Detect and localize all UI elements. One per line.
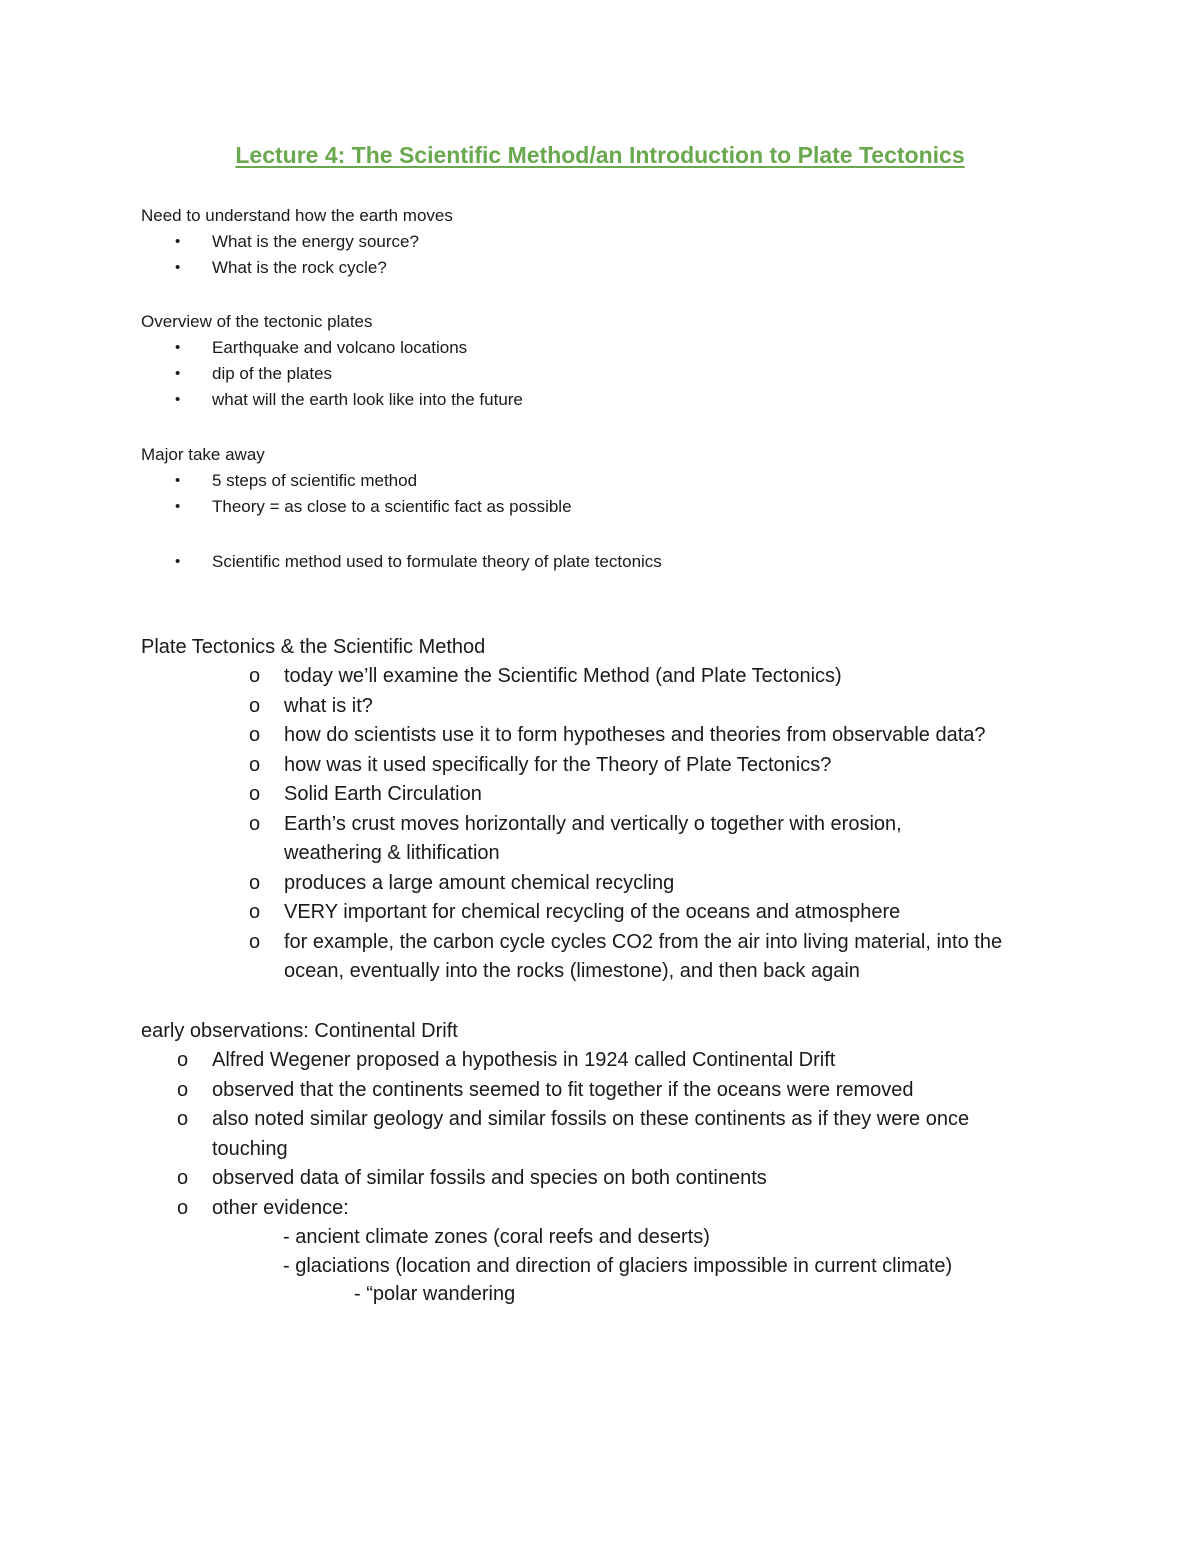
list-item: o observed that the continents seemed to fit together if the oceans were removed: [141, 1076, 1042, 1106]
list-item: • Theory = as close to a scientific fact as possible: [141, 494, 662, 520]
bullet-icon: •: [175, 339, 181, 356]
list-item: o also noted similar geology and similar fossils on these continents as if they were once touching: [141, 1105, 1032, 1164]
sub-item: - “polar wandering: [354, 1283, 516, 1305]
bullet-list: [141, 468, 662, 575]
circle-bullet-icon: o: [249, 694, 261, 717]
circle-bullet-icon: o: [249, 930, 261, 953]
list-item: • What is the rock cycle?: [141, 255, 453, 281]
bullet-icon: •: [175, 233, 181, 250]
list-item: • Earthquake and volcano locations: [141, 335, 523, 361]
circle-bullet-icon: o: [249, 812, 261, 835]
list-item: o Earth’s crust moves horizontally and vertically o together with erosion, weathering & lithification: [141, 810, 964, 869]
circle-bullet-list: [141, 1046, 1042, 1223]
circle-bullet-icon: o: [177, 1108, 189, 1130]
sub-item: - glaciations (location and direction of glaciers impossible in current climate): [283, 1254, 953, 1277]
list-item: o how was it used specifically for the Theory of Plate Tectonics?: [141, 751, 1044, 781]
section-heading: early observations: Continental Drift: [141, 1020, 458, 1042]
section-heading: Overview of the tectonic plates: [141, 312, 373, 331]
list-item: o what is it?: [141, 692, 1044, 722]
section-plate-tectonics-method: [141, 633, 1044, 987]
circle-bullet-icon: o: [249, 871, 261, 894]
circle-bullet-icon: o: [177, 1167, 189, 1189]
section-tectonic-overview: [141, 309, 523, 413]
page-title: Lecture 4: The Scientific Method/an Introduction to Plate Tectonics: [235, 142, 965, 168]
list-item: • what will the earth look like into the future: [141, 387, 523, 413]
section-major-take-away: [141, 442, 662, 575]
bullet-list: [141, 229, 453, 281]
section-continental-drift: [141, 1017, 1042, 1309]
list-item: o produces a large amount chemical recycling: [141, 869, 1044, 899]
list-item: • What is the energy source?: [141, 229, 453, 255]
list-item: o VERY important for chemical recycling of the oceans and atmosphere: [141, 898, 1044, 928]
circle-bullet-icon: o: [177, 1049, 189, 1071]
bullet-list: [141, 335, 523, 413]
list-item: o today we’ll examine the Scientific Method (and Plate Tectonics): [141, 662, 1044, 692]
section-heading: Need to understand how the earth moves: [141, 206, 453, 225]
list-item: • dip of the plates: [141, 361, 523, 387]
section-earth-moves: [141, 203, 453, 281]
list-item: • 5 steps of scientific method: [141, 468, 662, 494]
list-item: o other evidence:: [141, 1194, 1042, 1224]
section-heading: Major take away: [141, 445, 265, 464]
sub-item: - ancient climate zones (coral reefs and deserts): [283, 1226, 710, 1248]
bullet-icon: •: [175, 365, 181, 382]
list-item: o for example, the carbon cycle cycles CO2 from the air into living material, into the ocean, eventually into the rocks (limestone), and then back again: [141, 928, 1029, 987]
list-item: o how do scientists use it to form hypotheses and theories from observable data?: [141, 721, 1044, 751]
circle-bullet-icon: o: [249, 724, 261, 746]
circle-bullet-icon: o: [249, 753, 261, 776]
circle-bullet-icon: o: [177, 1078, 189, 1101]
section-heading: Plate Tectonics & the Scientific Method: [141, 636, 486, 658]
bullet-icon: •: [175, 472, 181, 489]
list-item: o observed data of similar fossils and species on both continents: [141, 1164, 1042, 1194]
circle-bullet-icon: o: [177, 1196, 189, 1219]
bullet-icon: •: [175, 498, 181, 515]
bullet-icon: •: [175, 391, 181, 408]
bullet-icon: •: [175, 553, 181, 570]
circle-bullet-icon: o: [249, 783, 261, 805]
circle-bullet-icon: o: [249, 665, 261, 687]
list-item: • Scientific method used to formulate theory of plate tectonics: [141, 549, 662, 575]
circle-bullet-icon: o: [249, 901, 261, 923]
list-item: o Alfred Wegener proposed a hypothesis in 1924 called Continental Drift: [141, 1046, 1042, 1076]
bullet-icon: •: [175, 259, 181, 276]
list-item: o Solid Earth Circulation: [141, 780, 1044, 810]
circle-bullet-list: [141, 662, 1044, 987]
